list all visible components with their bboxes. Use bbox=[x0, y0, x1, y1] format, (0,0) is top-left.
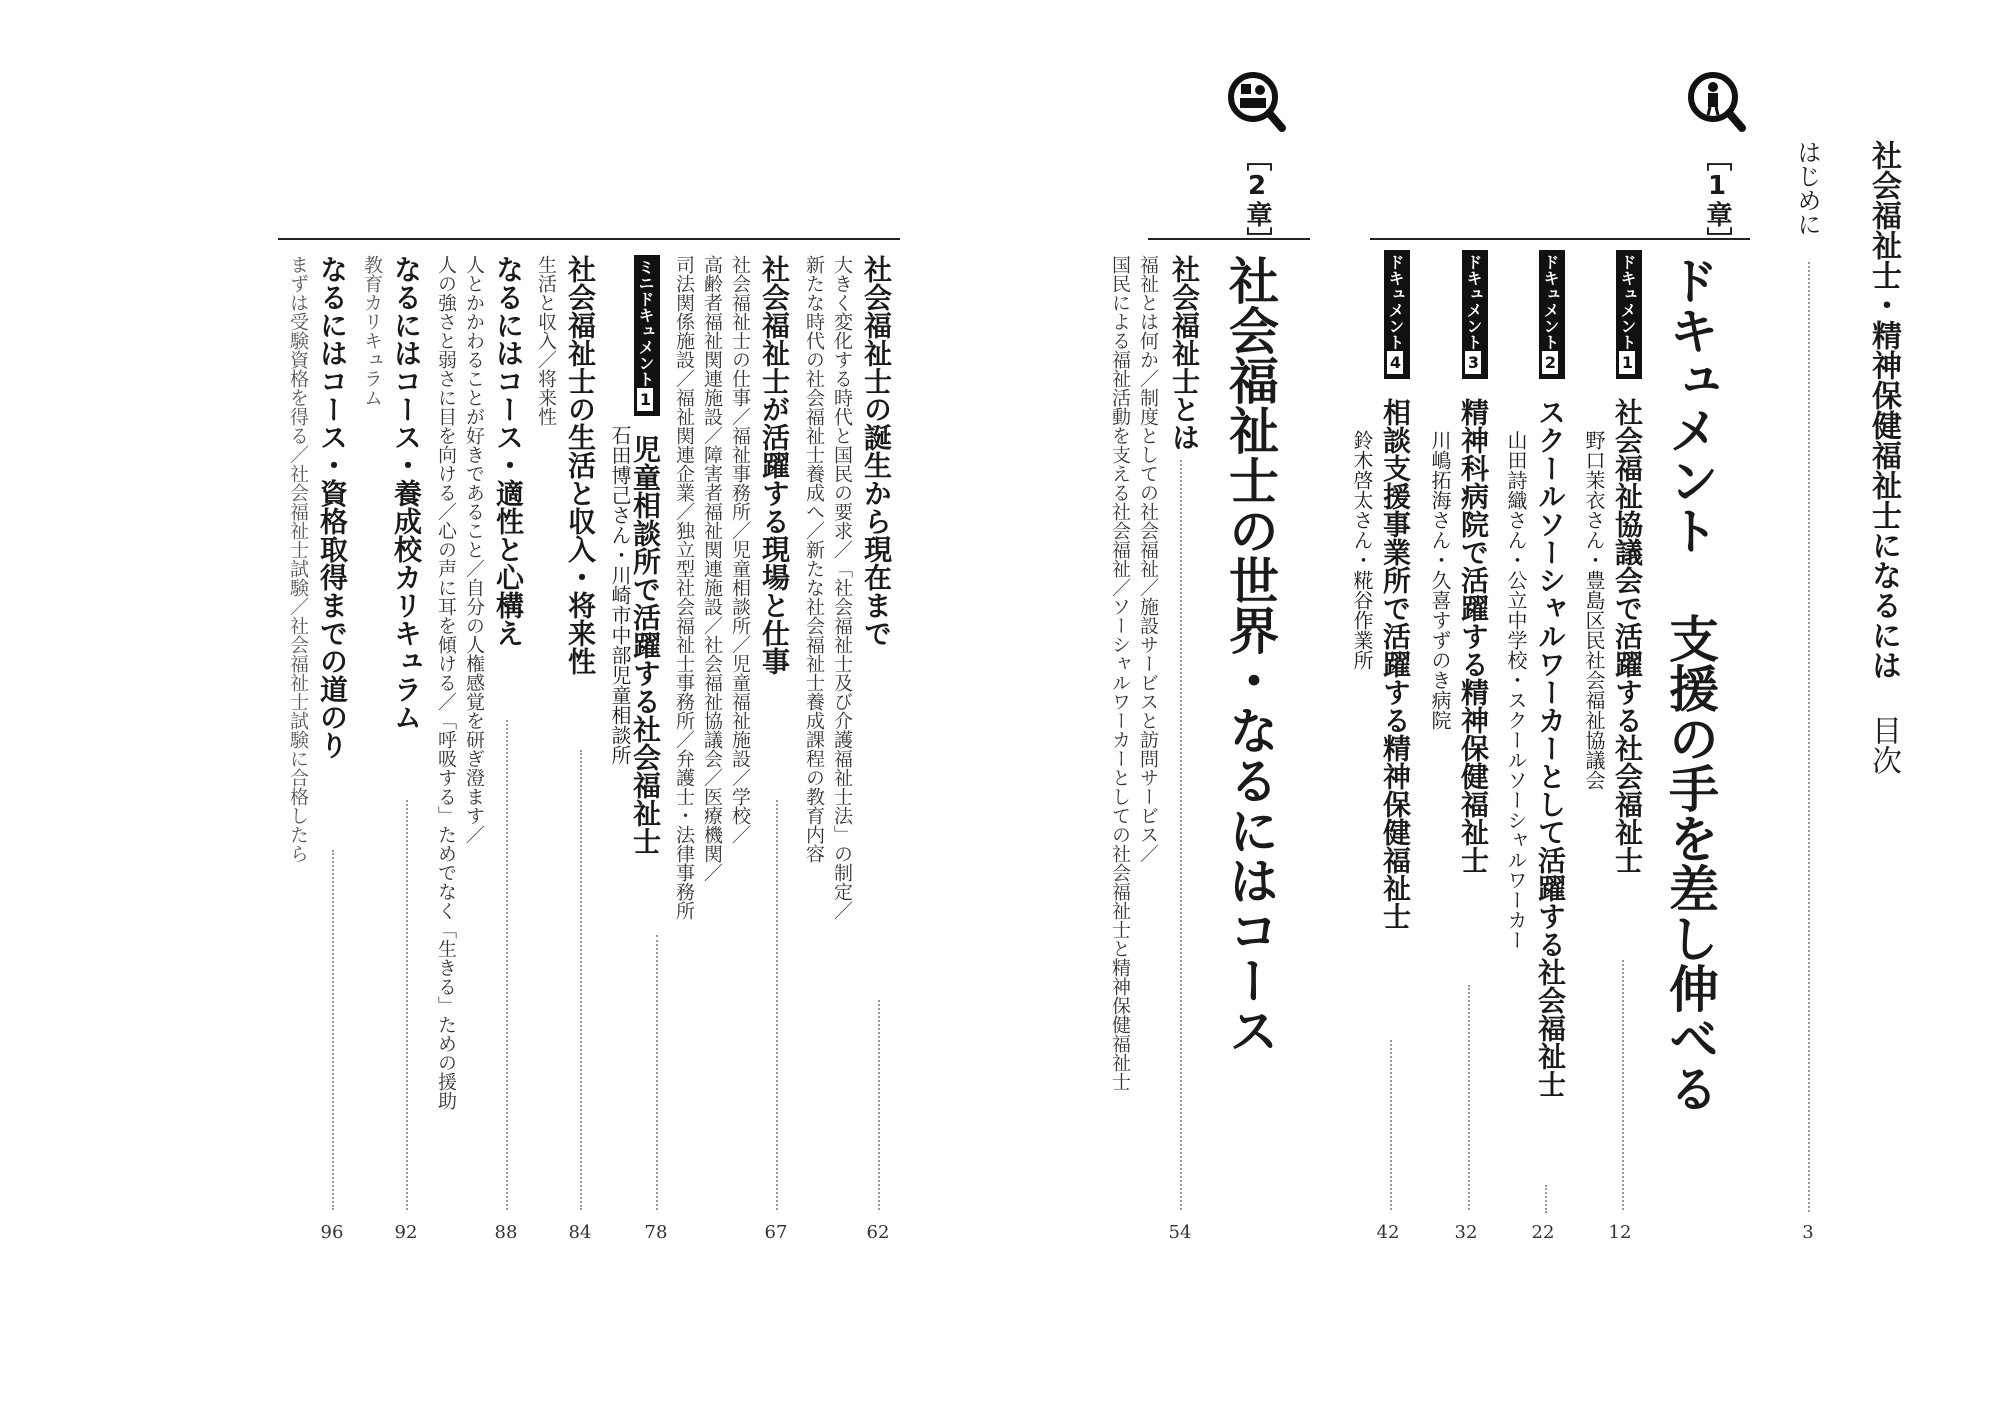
entry-desc: まずは受験資格を得る／社会福祉士試験／社会福祉士試験に合格したら bbox=[287, 255, 309, 863]
page-number: 62 bbox=[866, 1222, 890, 1243]
toc-entry-mini-doc1[interactable] bbox=[630, 255, 660, 855]
chapter2-label: ［2章］ bbox=[1242, 145, 1272, 253]
leader-dots bbox=[1808, 262, 1810, 1212]
entry-desc: 国民による福祉活動を支える社会福祉／ソーシャルワーカーとしての社会福祉士と精神保健福祉士 bbox=[1109, 255, 1131, 1091]
entry-desc: 教育カリキュラム bbox=[361, 255, 383, 407]
page-number: 3 bbox=[1802, 1222, 1814, 1243]
intro-label: はじめに bbox=[1793, 140, 1821, 236]
leader-dots bbox=[1622, 960, 1624, 1210]
doc-badge: ドキュメント2 bbox=[1539, 250, 1565, 379]
page-number: 78 bbox=[644, 1222, 668, 1243]
entry-desc: 新たな時代の社会福祉士養成へ／新たな社会福祉士養成課程の教育内容 bbox=[803, 255, 825, 863]
chapter2-rule-continued bbox=[278, 238, 900, 240]
page-number: 84 bbox=[568, 1222, 592, 1243]
doc-badge: ドキュメント3 bbox=[1462, 250, 1488, 379]
entry-desc: 社会福祉士の仕事／福祉事務所／児童相談所／児童福祉施設／学校／ bbox=[729, 255, 751, 844]
entry-desc: 大きく変化する時代と国民の要求／「社会福祉士及び介護福祉士法」の制定／ bbox=[831, 255, 853, 920]
toc-entry-section[interactable]: なるにはコース・適性と心構え bbox=[492, 255, 525, 647]
toc-entry-section[interactable]: 社会福祉士が活躍する現場と仕事 bbox=[758, 255, 791, 675]
chapter2-rule bbox=[1148, 238, 1310, 240]
toc-entry-section[interactable]: 社会福祉士とは bbox=[1168, 255, 1201, 451]
toc-title bbox=[1866, 140, 1901, 775]
entry-person: 石田博己さん・川崎市中部児童相談所 bbox=[608, 425, 632, 765]
page-number: 42 bbox=[1376, 1222, 1400, 1243]
right-page bbox=[1000, 0, 2000, 1423]
chapter1-rule bbox=[1370, 238, 1750, 240]
entry-title: 精神科病院で活躍する精神保健福祉士 bbox=[1457, 398, 1490, 874]
doc-badge: ドキュメント4 bbox=[1384, 250, 1410, 379]
toc-entry-section[interactable]: 社会福祉士の生活と収入・将来性 bbox=[564, 255, 597, 675]
entry-desc: 高齢者福祉関連施設／障害者福祉関連施設／社会福祉協議会／医療機関／ bbox=[701, 255, 723, 882]
entry-desc: 人の強さと弱さに目を向ける／心の声に耳を傾ける／「呼吸する」ためでなく「生きる」ための援助 bbox=[435, 255, 457, 1110]
entry-title: スクールソーシャルワーカーとして活躍する社会福祉士 bbox=[1534, 398, 1567, 1098]
leader-dots bbox=[656, 935, 658, 1210]
entry-desc: 司法関係施設／福祉関連企業／独立型社会福祉士事務所／弁護士・法律事務所 bbox=[673, 255, 695, 920]
toc-entry-section[interactable]: 社会福祉士の誕生から現在まで bbox=[860, 255, 893, 647]
toc-entry-intro[interactable] bbox=[1795, 140, 1819, 236]
chapter1-label: ［1章］ bbox=[1702, 145, 1732, 253]
entry-title: 社会福祉協議会で活躍する社会福祉士 bbox=[1611, 398, 1644, 874]
toc-entry-section[interactable]: なるにはコース・養成校カリキュラム bbox=[390, 255, 423, 731]
entry-person: 川嶋拓海さん・久喜すずのき病院 bbox=[1428, 430, 1452, 730]
magnifier-person-icon bbox=[1686, 70, 1746, 142]
leader-dots bbox=[878, 1000, 880, 1210]
leader-dots bbox=[1545, 1185, 1547, 1213]
leader-dots bbox=[1390, 1040, 1392, 1210]
toc-entry-doc2[interactable] bbox=[1535, 250, 1565, 1098]
magnifier-scene-icon bbox=[1226, 70, 1286, 142]
page-number: 54 bbox=[1168, 1222, 1192, 1243]
chapter1-title: ドキュメント 支援の手を差し伸べる bbox=[1661, 255, 1719, 1113]
toc-entry-section[interactable]: なるにはコース・資格取得までの道のり bbox=[316, 255, 349, 759]
entry-title: 児童相談所で活躍する社会福祉士 bbox=[629, 435, 662, 855]
entry-person: 野口茉衣さん・豊島区民社会福祉協議会 bbox=[1582, 430, 1606, 790]
entry-desc: 福祉とは何か／制度としての社会福祉／施設サービスと訪問サービス／ bbox=[1137, 255, 1159, 863]
book-title: 社会福祉士・精神保健福祉士になるには bbox=[1866, 140, 1901, 680]
leader-dots bbox=[506, 720, 508, 1210]
leader-dots bbox=[1180, 460, 1182, 1210]
entry-desc: 生活と収入／将来性 bbox=[535, 255, 557, 426]
entry-person: 山田詩織さん・公立中学校・スクールソーシャルワーカー bbox=[1504, 430, 1528, 950]
toc-entry-doc4[interactable] bbox=[1380, 250, 1410, 930]
page-number: 92 bbox=[394, 1222, 418, 1243]
leader-dots bbox=[332, 850, 334, 1210]
toc-entry-doc1[interactable] bbox=[1612, 250, 1642, 874]
page-number: 32 bbox=[1454, 1222, 1478, 1243]
mokuji-label: 目次 bbox=[1866, 715, 1901, 775]
page-number: 67 bbox=[764, 1222, 788, 1243]
leader-dots bbox=[1468, 985, 1470, 1210]
entry-title: 相談支援事業所で活躍する精神保健福祉士 bbox=[1379, 398, 1412, 930]
mini-doc-badge: ミニドキュメント1 bbox=[634, 255, 660, 416]
toc-entry-doc3[interactable] bbox=[1458, 250, 1488, 874]
page-number: 22 bbox=[1531, 1222, 1555, 1243]
chapter2-title: 社会福祉士の世界・なるにはコース bbox=[1221, 255, 1279, 1055]
page-number: 12 bbox=[1608, 1222, 1632, 1243]
entry-person: 鈴木啓太さん・糀谷作業所 bbox=[1350, 430, 1374, 670]
leader-dots bbox=[776, 800, 778, 1210]
leader-dots bbox=[406, 800, 408, 1210]
page-number: 88 bbox=[494, 1222, 518, 1243]
page-number: 96 bbox=[320, 1222, 344, 1243]
doc-badge: ドキュメント1 bbox=[1616, 250, 1642, 379]
entry-desc: 人とかかわることが好きであること／自分の人権感覚を研ぎ澄ます／ bbox=[463, 255, 485, 844]
leader-dots bbox=[580, 750, 582, 1210]
